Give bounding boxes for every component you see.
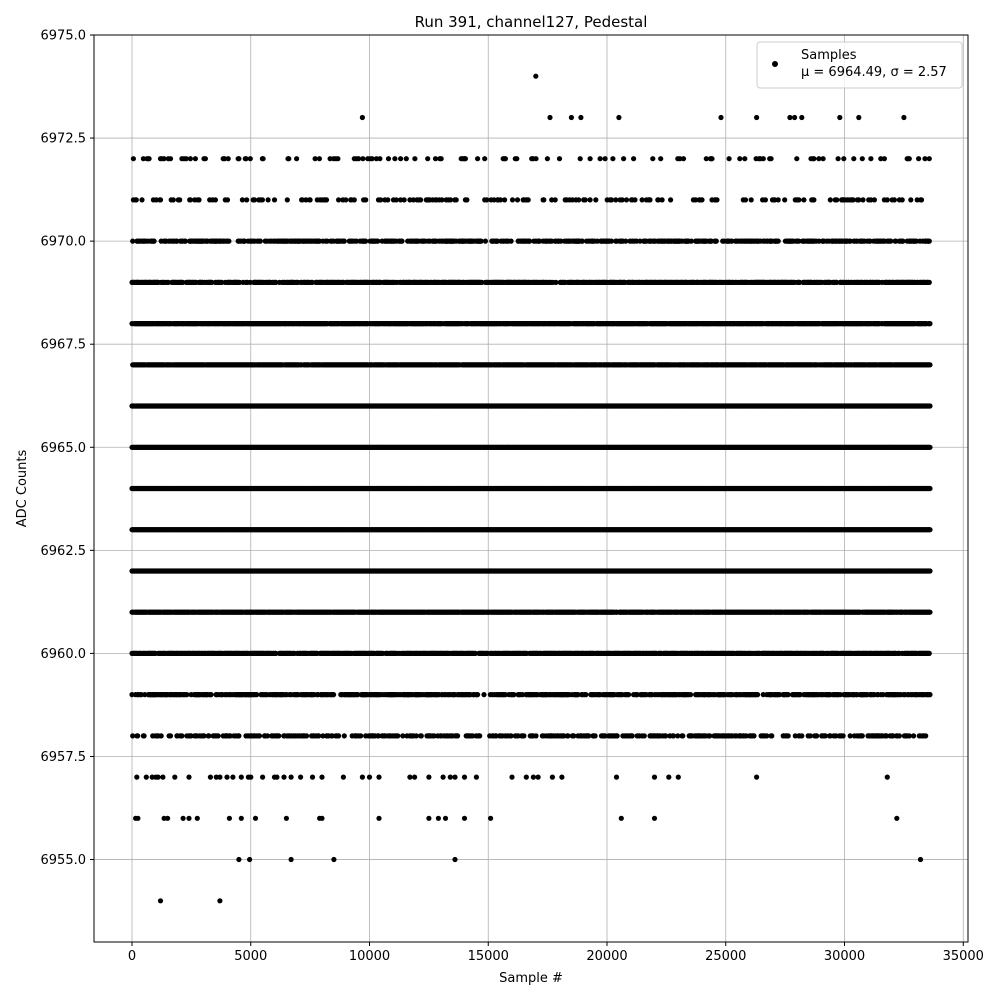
data-point — [688, 692, 693, 697]
data-point — [276, 733, 281, 738]
data-point — [236, 733, 241, 738]
data-point — [217, 898, 222, 903]
data-point — [462, 816, 467, 821]
data-point — [319, 816, 324, 821]
data-point — [281, 775, 286, 780]
data-point — [652, 816, 657, 821]
data-point — [769, 733, 774, 738]
data-point — [331, 692, 336, 697]
data-point — [179, 733, 184, 738]
data-point — [426, 775, 431, 780]
data-point — [310, 775, 315, 780]
data-point — [477, 733, 482, 738]
data-point — [642, 733, 647, 738]
data-point — [165, 816, 170, 821]
data-point — [524, 775, 529, 780]
data-point — [441, 775, 446, 780]
data-point — [676, 775, 681, 780]
data-point — [181, 816, 186, 821]
data-point — [257, 733, 262, 738]
data-point — [304, 733, 309, 738]
data-point — [209, 692, 214, 697]
data-point — [462, 775, 467, 780]
data-point — [666, 775, 671, 780]
data-point — [253, 816, 258, 821]
data-point — [395, 733, 400, 738]
data-point — [239, 816, 244, 821]
data-point — [452, 857, 457, 862]
data-point — [593, 733, 598, 738]
data-point — [247, 857, 252, 862]
data-point — [248, 775, 253, 780]
data-point — [341, 775, 346, 780]
data-point — [443, 816, 448, 821]
data-point — [284, 816, 289, 821]
data-point — [274, 775, 279, 780]
data-point — [376, 775, 381, 780]
data-point — [475, 692, 480, 697]
data-point — [135, 816, 140, 821]
data-point — [186, 816, 191, 821]
data-point — [927, 651, 932, 656]
data-point — [208, 775, 213, 780]
data-point — [168, 733, 173, 738]
data-point — [911, 733, 916, 738]
data-point — [583, 692, 588, 697]
data-point — [897, 733, 902, 738]
data-point — [754, 775, 759, 780]
data-point — [614, 775, 619, 780]
data-point — [799, 733, 804, 738]
data-point — [289, 857, 294, 862]
data-point — [481, 692, 486, 697]
data-point — [626, 692, 631, 697]
data-point — [894, 816, 899, 821]
data-point — [336, 733, 341, 738]
data-point — [367, 775, 372, 780]
data-point — [135, 733, 140, 738]
data-point — [619, 816, 624, 821]
data-point — [160, 775, 165, 780]
data-point — [786, 733, 791, 738]
data-point — [158, 898, 163, 903]
data-point — [755, 692, 760, 697]
data-point — [652, 775, 657, 780]
data-point — [227, 816, 232, 821]
data-point — [615, 733, 620, 738]
data-point — [521, 733, 526, 738]
data-point — [474, 775, 479, 780]
data-point — [426, 816, 431, 821]
data-point — [412, 775, 417, 780]
data-point — [230, 775, 235, 780]
data-point — [289, 775, 294, 780]
data-point — [630, 733, 635, 738]
data-point — [342, 733, 347, 738]
data-point — [195, 816, 200, 821]
data-point — [436, 816, 441, 821]
data-point — [156, 775, 161, 780]
data-point — [407, 775, 412, 780]
data-point — [927, 692, 932, 697]
data-point — [319, 775, 324, 780]
data-point — [918, 857, 923, 862]
data-point — [550, 775, 555, 780]
data-point — [860, 733, 865, 738]
data-point — [224, 775, 229, 780]
data-point — [927, 610, 932, 615]
data-point — [488, 816, 493, 821]
data-point — [923, 733, 928, 738]
data-point — [509, 775, 514, 780]
data-point — [331, 857, 336, 862]
data-point — [680, 733, 685, 738]
data-point — [217, 775, 222, 780]
data-point — [144, 775, 149, 780]
data-point — [236, 857, 241, 862]
data-point — [172, 775, 177, 780]
data-point — [452, 775, 457, 780]
data-point — [358, 733, 363, 738]
data-point — [927, 568, 932, 573]
data-point — [448, 775, 453, 780]
data-point — [298, 775, 303, 780]
data-point — [841, 733, 846, 738]
data-point — [814, 733, 819, 738]
data-point — [239, 775, 244, 780]
data-point — [531, 775, 536, 780]
data-point — [159, 733, 164, 738]
data-point — [142, 733, 147, 738]
data-point — [536, 775, 541, 780]
data-point — [751, 733, 756, 738]
data-point — [360, 775, 365, 780]
data-point — [885, 775, 890, 780]
data-point — [134, 775, 139, 780]
data-point — [533, 733, 538, 738]
data-point — [260, 775, 265, 780]
data-point — [186, 775, 191, 780]
data-point — [559, 775, 564, 780]
data-point — [376, 816, 381, 821]
data-point — [216, 733, 221, 738]
data-point — [419, 733, 424, 738]
data-point — [455, 733, 460, 738]
